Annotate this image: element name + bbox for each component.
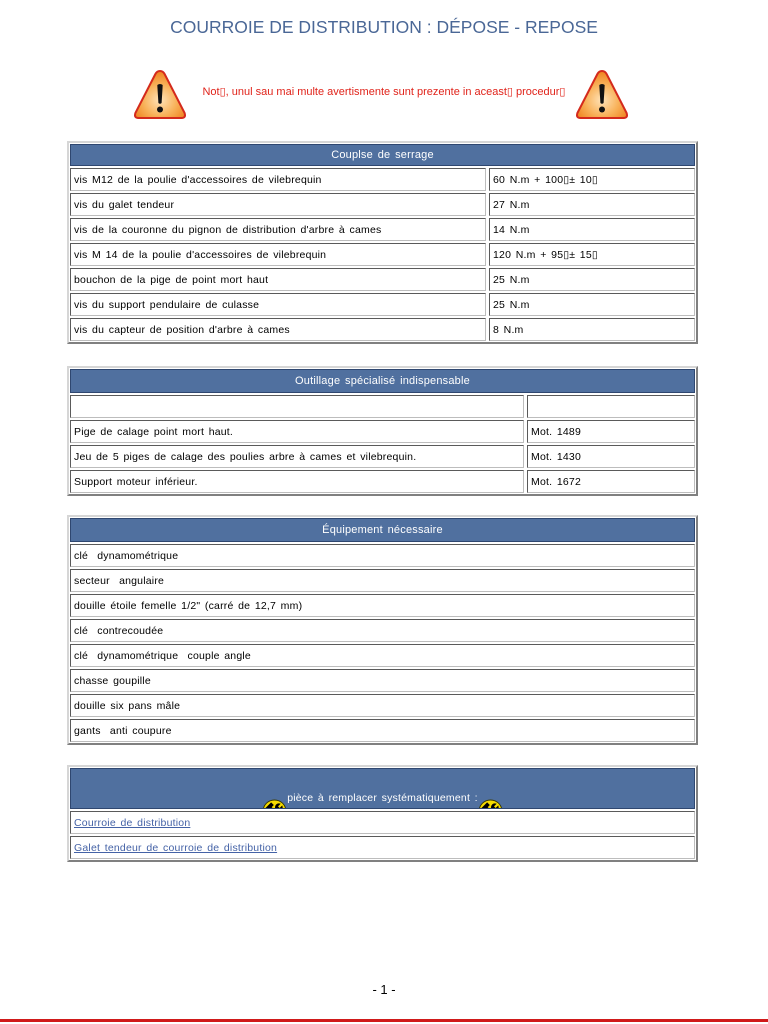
parts-table: [67, 765, 698, 862]
equipment-item: douille étoile femelle 1/2" (carré de 12,7 mm): [70, 594, 695, 617]
torque-table: [67, 141, 698, 344]
page-number: - 1 -: [372, 982, 396, 997]
torque-table-header: Couplse de serrage: [70, 144, 695, 166]
torque-value: 25 N.m: [489, 268, 695, 291]
tools-table-header: Outillage spécialisé indispensable: [70, 369, 695, 393]
warning-text: Not▯, unul sau mai multe avertismente sunt prezente in aceast▯ procedur▯: [202, 86, 566, 98]
tool-ref: Mot. 1672: [527, 470, 695, 493]
torque-value: 8 N.m: [489, 318, 695, 341]
equipment-item: clé contrecoudée: [70, 619, 695, 642]
equipment-item: clé dynamométrique couple angle: [70, 644, 695, 667]
tools-icon: [262, 775, 287, 800]
equipment-item: secteur angulaire: [70, 569, 695, 592]
tool-item: Support moteur inférieur.: [70, 470, 524, 493]
list-item: [70, 811, 695, 834]
torque-value: 120 N.m + 95▯± 15▯: [489, 243, 695, 266]
torque-value: 27 N.m: [489, 193, 695, 216]
torque-item: vis de la couronne du pignon de distribution d'arbre à cames: [70, 218, 486, 241]
equipment-item: chasse goupille: [70, 669, 695, 692]
tool-item: Jeu de 5 piges de calage des poulies arbre à cames et vilebrequin.: [70, 445, 524, 468]
tool-ref: Mot. 1430: [527, 445, 695, 468]
tools-table: [67, 366, 698, 496]
part-link-courroie[interactable]: Courroie de distribution: [74, 816, 191, 829]
part-link-galet-tendeur[interactable]: Galet tendeur de courroie de distribution: [74, 841, 278, 854]
equipment-item: douille six pans mâle: [70, 694, 695, 717]
footer-rule: [0, 1019, 768, 1022]
torque-item: vis M 14 de la poulie d'accessoires de vilebrequin: [70, 243, 486, 266]
equipment-table-header: Équipement nécessaire: [70, 518, 695, 542]
parts-table-title: pièce à remplacer systématiquement :: [287, 792, 478, 804]
equipment-table: [67, 515, 698, 745]
tools-icon: [478, 775, 503, 800]
parts-table-header: [70, 768, 695, 809]
list-item: [70, 836, 695, 859]
torque-item: vis du capteur de position d'arbre à cames: [70, 318, 486, 341]
page-title: COURROIE DE DISTRIBUTION : DÉPOSE - REPOSE: [170, 17, 598, 37]
torque-value: 60 N.m + 100▯± 10▯: [489, 168, 695, 191]
equipment-item: gants anti coupure: [70, 719, 695, 742]
torque-item: vis du galet tendeur: [70, 193, 486, 216]
warning-icon: [575, 68, 629, 121]
tool-item: Pige de calage point mort haut.: [70, 420, 524, 443]
torque-item: bouchon de la pige de point mort haut: [70, 268, 486, 291]
tool-item: [70, 395, 524, 418]
torque-value: 14 N.m: [489, 218, 695, 241]
torque-item: vis M12 de la poulie d'accessoires de vilebrequin: [70, 168, 486, 191]
tool-ref: [527, 395, 695, 418]
tool-ref: Mot. 1489: [527, 420, 695, 443]
torque-item: vis du support pendulaire de culasse: [70, 293, 486, 316]
equipment-item: clé dynamométrique: [70, 544, 695, 567]
torque-value: 25 N.m: [489, 293, 695, 316]
